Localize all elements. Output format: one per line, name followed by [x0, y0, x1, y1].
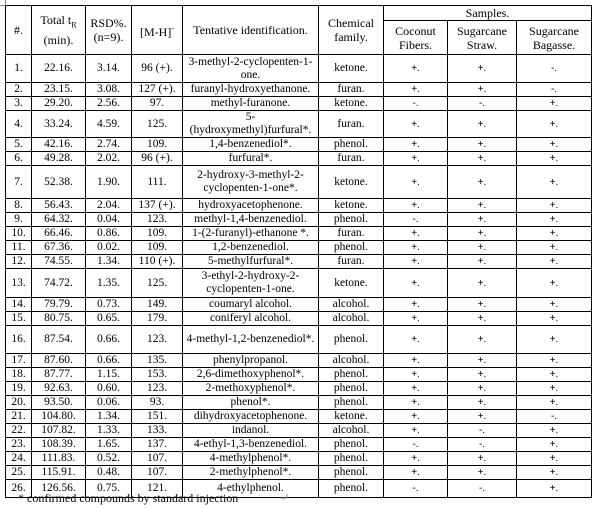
row-index: 4.	[6, 111, 32, 138]
coconut-fibers-presence: -.	[384, 97, 448, 111]
row-index: 3.	[6, 97, 32, 111]
header-index: #.	[6, 6, 32, 55]
sugarcane-straw-presence: +.	[448, 199, 517, 213]
mh-ion: 96 (+).	[132, 152, 183, 166]
sugarcane-straw-presence: +.	[448, 55, 517, 83]
sugarcane-bagasse-presence: +.	[517, 382, 592, 396]
sugarcane-straw-presence: +.	[448, 83, 517, 97]
table-row	[6, 269, 592, 298]
rsd-value: 2.56.	[86, 97, 132, 111]
coconut-fibers-presence: +.	[384, 354, 448, 368]
row-index: 12.	[6, 255, 32, 269]
chemical-family: phenol.	[319, 138, 384, 152]
sugarcane-bagasse-presence: +.	[517, 97, 592, 111]
row-index: 1.	[6, 55, 32, 83]
chemical-family: furan.	[319, 83, 384, 97]
coconut-fibers-presence: +.	[384, 269, 448, 298]
sugarcane-straw-presence: +.	[448, 410, 517, 424]
row-index: 24.	[6, 452, 32, 466]
row-index: 9.	[6, 213, 32, 227]
sugarcane-bagasse-presence: -.	[517, 55, 592, 83]
row-index: 16.	[6, 326, 32, 354]
chemical-family: furan.	[319, 255, 384, 269]
table-row	[6, 368, 592, 382]
chemical-family: ketone.	[319, 55, 384, 83]
table-row	[6, 466, 592, 480]
sugarcane-straw-presence: +.	[448, 466, 517, 480]
table-row	[6, 410, 592, 424]
coconut-fibers-presence: +.	[384, 255, 448, 269]
sugarcane-bagasse-presence: +.	[517, 438, 592, 452]
total-retention-time: 22.16.	[32, 55, 86, 83]
row-index: 26.	[6, 480, 32, 498]
total-retention-time: 49.28.	[32, 152, 86, 166]
chemical-family: phenol.	[319, 382, 384, 396]
rsd-value: 0.02.	[86, 241, 132, 255]
rsd-value: 2.02.	[86, 152, 132, 166]
rsd-value: 0.65.	[86, 312, 132, 326]
tentative-identification: 4-methyl-1,2-benzenediol*.	[183, 326, 319, 354]
sugarcane-bagasse-presence: +.	[517, 312, 592, 326]
sugarcane-bagasse-presence: +.	[517, 255, 592, 269]
total-retention-time: 64.32.	[32, 213, 86, 227]
tentative-identification: 1,2-benzenediol.	[183, 241, 319, 255]
coconut-fibers-presence: +.	[384, 199, 448, 213]
sugarcane-bagasse-presence: +.	[517, 424, 592, 438]
chemical-family: furan.	[319, 111, 384, 138]
table-row	[6, 354, 592, 368]
rsd-value: 0.66.	[86, 326, 132, 354]
sugarcane-straw-presence: -.	[448, 97, 517, 111]
rsd-value: 0.48.	[86, 466, 132, 480]
coconut-fibers-presence: -.	[384, 480, 448, 498]
mh-ion: 153.	[132, 368, 183, 382]
table-body	[6, 55, 592, 498]
sugarcane-straw-presence: +.	[448, 213, 517, 227]
row-index: 11.	[6, 241, 32, 255]
total-retention-time: 42.16.	[32, 138, 86, 152]
total-retention-time: 29.20.	[32, 97, 86, 111]
tentative-identification: phenol*.	[183, 396, 319, 410]
chemical-family: alcohol.	[319, 312, 384, 326]
mh-ion: 137.	[132, 438, 183, 452]
table-row	[6, 97, 592, 111]
header-total-tr: Total $t_R$ (min).	[32, 6, 86, 55]
coconut-fibers-presence: +.	[384, 138, 448, 152]
sugarcane-straw-presence: -.	[448, 438, 517, 452]
row-index: 19.	[6, 382, 32, 396]
rsd-value: 0.73.	[86, 298, 132, 312]
sugarcane-straw-presence: -.	[448, 480, 517, 498]
row-index: 17.	[6, 354, 32, 368]
total-retention-time: 111.83.	[32, 452, 86, 466]
compounds-table	[5, 5, 592, 498]
sugarcane-bagasse-presence: +.	[517, 227, 592, 241]
row-index: 21.	[6, 410, 32, 424]
tentative-identification: 2-methoxyphenol*.	[183, 382, 319, 396]
chemical-family: ketone.	[319, 199, 384, 213]
sugarcane-straw-presence: +.	[448, 111, 517, 138]
chemical-family: phenol.	[319, 466, 384, 480]
table-row	[6, 326, 592, 354]
tentative-identification: indanol.	[183, 424, 319, 438]
header-tentative-identification: Tentative identification.	[183, 6, 319, 55]
sugarcane-bagasse-presence: +.	[517, 152, 592, 166]
table-row	[6, 438, 592, 452]
total-retention-time: 108.39.	[32, 438, 86, 452]
table-row	[6, 241, 592, 255]
row-index: 15.	[6, 312, 32, 326]
mh-ion: 109.	[132, 241, 183, 255]
coconut-fibers-presence: +.	[384, 241, 448, 255]
table-row	[6, 396, 592, 410]
total-retention-time: 33.24.	[32, 111, 86, 138]
total-retention-time: 23.15.	[32, 83, 86, 97]
sugarcane-straw-presence: +.	[448, 269, 517, 298]
total-retention-time: 87.77.	[32, 368, 86, 382]
chemical-family: ketone.	[319, 269, 384, 298]
coconut-fibers-presence: +.	[384, 410, 448, 424]
rsd-value: 3.08.	[86, 83, 132, 97]
tentative-identification: 5-methylfurfural*.	[183, 255, 319, 269]
rsd-value: 0.86.	[86, 227, 132, 241]
row-index: 10.	[6, 227, 32, 241]
total-retention-time: 107.82.	[32, 424, 86, 438]
tentative-identification: methyl-1,4-benzenediol.	[183, 213, 319, 227]
total-retention-time: 74.55.	[32, 255, 86, 269]
total-retention-time: 79.79.	[32, 298, 86, 312]
mh-ion: 97.	[132, 97, 183, 111]
header-samples: Samples.	[384, 6, 592, 21]
chemical-family: ketone.	[319, 166, 384, 199]
chemical-family: phenol.	[319, 452, 384, 466]
mh-ion: 125.	[132, 269, 183, 298]
rsd-value: 4.59.	[86, 111, 132, 138]
mh-ion: 123.	[132, 213, 183, 227]
sugarcane-straw-presence: +.	[448, 452, 517, 466]
chemical-family: alcohol.	[319, 424, 384, 438]
rsd-value: 0.04.	[86, 213, 132, 227]
coconut-fibers-presence: +.	[384, 227, 448, 241]
header-sugarcane-straw: Sugarcane Straw.	[448, 21, 517, 55]
sugarcane-straw-presence: +.	[448, 298, 517, 312]
table-row	[6, 138, 592, 152]
tentative-identification: methyl-furanone.	[183, 97, 319, 111]
mh-ion: 123.	[132, 382, 183, 396]
coconut-fibers-presence: +.	[384, 312, 448, 326]
header-mh: [M-H]-	[132, 6, 183, 55]
chemical-family: furan.	[319, 152, 384, 166]
mh-ion: 151.	[132, 410, 183, 424]
rsd-value: 1.15.	[86, 368, 132, 382]
coconut-fibers-presence: +.	[384, 166, 448, 199]
rsd-value: 0.52.	[86, 452, 132, 466]
tentative-identification: 2-methylphenol*.	[183, 466, 319, 480]
sugarcane-bagasse-presence: +.	[517, 241, 592, 255]
sugarcane-bagasse-presence: +.	[517, 326, 592, 354]
total-retention-time: 87.60.	[32, 354, 86, 368]
tentative-identification: coumaryl alcohol.	[183, 298, 319, 312]
coconut-fibers-presence: +.	[384, 466, 448, 480]
chemical-family: alcohol.	[319, 298, 384, 312]
sugarcane-bagasse-presence: +.	[517, 213, 592, 227]
chemical-family: phenol.	[319, 438, 384, 452]
footnote: * confirmed compounds by standard injection	[18, 491, 239, 505]
total-retention-time: 126.56.	[32, 480, 86, 498]
chemical-family: furan.	[319, 227, 384, 241]
chemical-family: phenol.	[319, 368, 384, 382]
chemical-family: phenol.	[319, 480, 384, 498]
total-retention-time: 115.91.	[32, 466, 86, 480]
sugarcane-straw-presence: +.	[448, 354, 517, 368]
sugarcane-straw-presence: +.	[448, 382, 517, 396]
rsd-value: 2.04.	[86, 199, 132, 213]
table-row	[6, 382, 592, 396]
total-retention-time: 67.36.	[32, 241, 86, 255]
sugarcane-straw-presence: +.	[448, 326, 517, 354]
rsd-value: 1.33.	[86, 424, 132, 438]
mh-ion: 96 (+).	[132, 55, 183, 83]
tentative-identification: 4-ethylphenol.	[183, 480, 319, 498]
rsd-value: 0.66.	[86, 354, 132, 368]
table-row	[6, 152, 592, 166]
header-coconut-fibers: Coconut Fibers.	[384, 21, 448, 55]
sugarcane-bagasse-presence: +.	[517, 298, 592, 312]
total-retention-time: 87.54.	[32, 326, 86, 354]
coconut-fibers-presence: -.	[384, 213, 448, 227]
chemical-family: phenol.	[319, 396, 384, 410]
tentative-identification: phenylpropanol.	[183, 354, 319, 368]
table-row	[6, 312, 592, 326]
row-index: 6.	[6, 152, 32, 166]
tentative-identification: coniferyl alcohol.	[183, 312, 319, 326]
tentative-identification: hydroxyacetophenone.	[183, 199, 319, 213]
sugarcane-straw-presence: +.	[448, 152, 517, 166]
row-index: 8.	[6, 199, 32, 213]
row-index: 5.	[6, 138, 32, 152]
tentative-identification: furanyl-hydroxyethanone.	[183, 83, 319, 97]
chemical-family: phenol.	[319, 213, 384, 227]
paragraph-return-icon: ↵	[280, 492, 290, 504]
sugarcane-bagasse-presence: +.	[517, 480, 592, 498]
coconut-fibers-presence: +.	[384, 382, 448, 396]
total-retention-time: 52.38.	[32, 166, 86, 199]
rsd-value: 0.60.	[86, 382, 132, 396]
coconut-fibers-presence: +.	[384, 83, 448, 97]
tentative-identification: 1-(2-furanyl)-ethanone *.	[183, 227, 319, 241]
sugarcane-straw-presence: +.	[448, 241, 517, 255]
coconut-fibers-presence: +.	[384, 368, 448, 382]
total-retention-time: 56.43.	[32, 199, 86, 213]
mh-ion: 135.	[132, 354, 183, 368]
table-row	[6, 166, 592, 199]
sugarcane-straw-presence: +.	[448, 255, 517, 269]
coconut-fibers-presence: +.	[384, 111, 448, 138]
header-chemical-family: Chemical family.	[319, 6, 384, 55]
tentative-identification: furfural*.	[183, 152, 319, 166]
rsd-value: 3.14.	[86, 55, 132, 83]
table-row	[6, 227, 592, 241]
rsd-value: 1.35.	[86, 269, 132, 298]
rsd-value: 2.74.	[86, 138, 132, 152]
sugarcane-bagasse-presence: +.	[517, 452, 592, 466]
mh-ion: 107.	[132, 452, 183, 466]
sugarcane-straw-presence: +.	[448, 368, 517, 382]
mh-ion: 109.	[132, 227, 183, 241]
coconut-fibers-presence: +.	[384, 298, 448, 312]
sugarcane-straw-presence: +.	[448, 166, 517, 199]
coconut-fibers-presence: +.	[384, 424, 448, 438]
mh-ion: 179.	[132, 312, 183, 326]
sugarcane-straw-presence: -.	[448, 424, 517, 438]
sugarcane-bagasse-presence: +.	[517, 166, 592, 199]
row-index: 7.	[6, 166, 32, 199]
table-row	[6, 452, 592, 466]
row-index: 13.	[6, 269, 32, 298]
rsd-value: 1.65.	[86, 438, 132, 452]
table-row	[6, 424, 592, 438]
mh-ion: 127 (+).	[132, 83, 183, 97]
coconut-fibers-presence: -.	[384, 438, 448, 452]
sugarcane-straw-presence: +.	[448, 312, 517, 326]
coconut-fibers-presence: +.	[384, 152, 448, 166]
chemical-family: phenol.	[319, 326, 384, 354]
tentative-identification: dihydroxyacetophenone.	[183, 410, 319, 424]
total-retention-time: 93.50.	[32, 396, 86, 410]
sugarcane-straw-presence: +.	[448, 138, 517, 152]
tentative-identification: 1,4-benzenediol*.	[183, 138, 319, 152]
tentative-identification: 3-methyl-2-cyclopenten-1-one.	[183, 55, 319, 83]
rsd-value: 1.90.	[86, 166, 132, 199]
sugarcane-bagasse-presence: +.	[517, 354, 592, 368]
table-row	[6, 199, 592, 213]
table-row	[6, 213, 592, 227]
rsd-value: 0.06.	[86, 396, 132, 410]
sugarcane-straw-presence: +.	[448, 396, 517, 410]
header-rsd: RSD%. (n=9).	[86, 6, 132, 55]
table-row	[6, 55, 592, 83]
total-retention-time: 92.63.	[32, 382, 86, 396]
mh-ion: 107.	[132, 466, 183, 480]
coconut-fibers-presence: +.	[384, 396, 448, 410]
chemical-family: ketone.	[319, 97, 384, 111]
total-retention-time: 80.75.	[32, 312, 86, 326]
tentative-identification: 2-hydroxy-3-methyl-2-cyclopenten-1-one*.	[183, 166, 319, 199]
mh-ion: 123.	[132, 326, 183, 354]
sugarcane-bagasse-presence: +.	[517, 269, 592, 298]
coconut-fibers-presence: +.	[384, 326, 448, 354]
sugarcane-bagasse-presence: +.	[517, 199, 592, 213]
sugarcane-bagasse-presence: +.	[517, 466, 592, 480]
row-index: 2.	[6, 83, 32, 97]
mh-ion: 110 (+).	[132, 255, 183, 269]
sugarcane-bagasse-presence: +.	[517, 138, 592, 152]
rsd-value: 1.34.	[86, 255, 132, 269]
tentative-identification: 2,6-dimethoxyphenol*.	[183, 368, 319, 382]
rsd-value: 0.75.	[86, 480, 132, 498]
row-index: 23.	[6, 438, 32, 452]
row-index: 14.	[6, 298, 32, 312]
total-retention-time: 66.46.	[32, 227, 86, 241]
mh-ion: 133.	[132, 424, 183, 438]
row-index: 25.	[6, 466, 32, 480]
sugarcane-bagasse-presence: -.	[517, 83, 592, 97]
row-index: 18.	[6, 368, 32, 382]
total-retention-time: 104.80.	[32, 410, 86, 424]
rsd-value: 1.34.	[86, 410, 132, 424]
tentative-identification: 3-ethyl-2-hydroxy-2-cyclopenten-1-one.	[183, 269, 319, 298]
table-row	[6, 83, 592, 97]
tentative-identification: 4-methylphenol*.	[183, 452, 319, 466]
table-row	[6, 255, 592, 269]
chemical-family: alcohol.	[319, 354, 384, 368]
sugarcane-bagasse-presence: +.	[517, 368, 592, 382]
row-index: 22.	[6, 424, 32, 438]
tentative-identification: 5-(hydroxymethyl)furfural*.	[183, 111, 319, 138]
mh-ion: 93.	[132, 396, 183, 410]
mh-ion: 111.	[132, 166, 183, 199]
tentative-identification: 4-ethyl-1,3-benzenediol.	[183, 438, 319, 452]
mh-ion: 109.	[132, 138, 183, 152]
table-row	[6, 298, 592, 312]
header-sugarcane-bagasse: Sugarcane Bagasse.	[517, 21, 592, 55]
mh-ion: 125.	[132, 111, 183, 138]
total-retention-time: 74.72.	[32, 269, 86, 298]
chemical-family: ketone.	[319, 410, 384, 424]
coconut-fibers-presence: +.	[384, 452, 448, 466]
sugarcane-bagasse-presence: +.	[517, 396, 592, 410]
mh-ion: 121.	[132, 480, 183, 498]
sugarcane-straw-presence: +.	[448, 227, 517, 241]
chemical-family: phenol.	[319, 241, 384, 255]
coconut-fibers-presence: +.	[384, 55, 448, 83]
sugarcane-bagasse-presence: +.	[517, 111, 592, 138]
mh-ion: 149.	[132, 298, 183, 312]
table-row	[6, 111, 592, 138]
sugarcane-bagasse-presence: -.	[517, 410, 592, 424]
mh-ion: 137 (+).	[132, 199, 183, 213]
row-index: 20.	[6, 396, 32, 410]
